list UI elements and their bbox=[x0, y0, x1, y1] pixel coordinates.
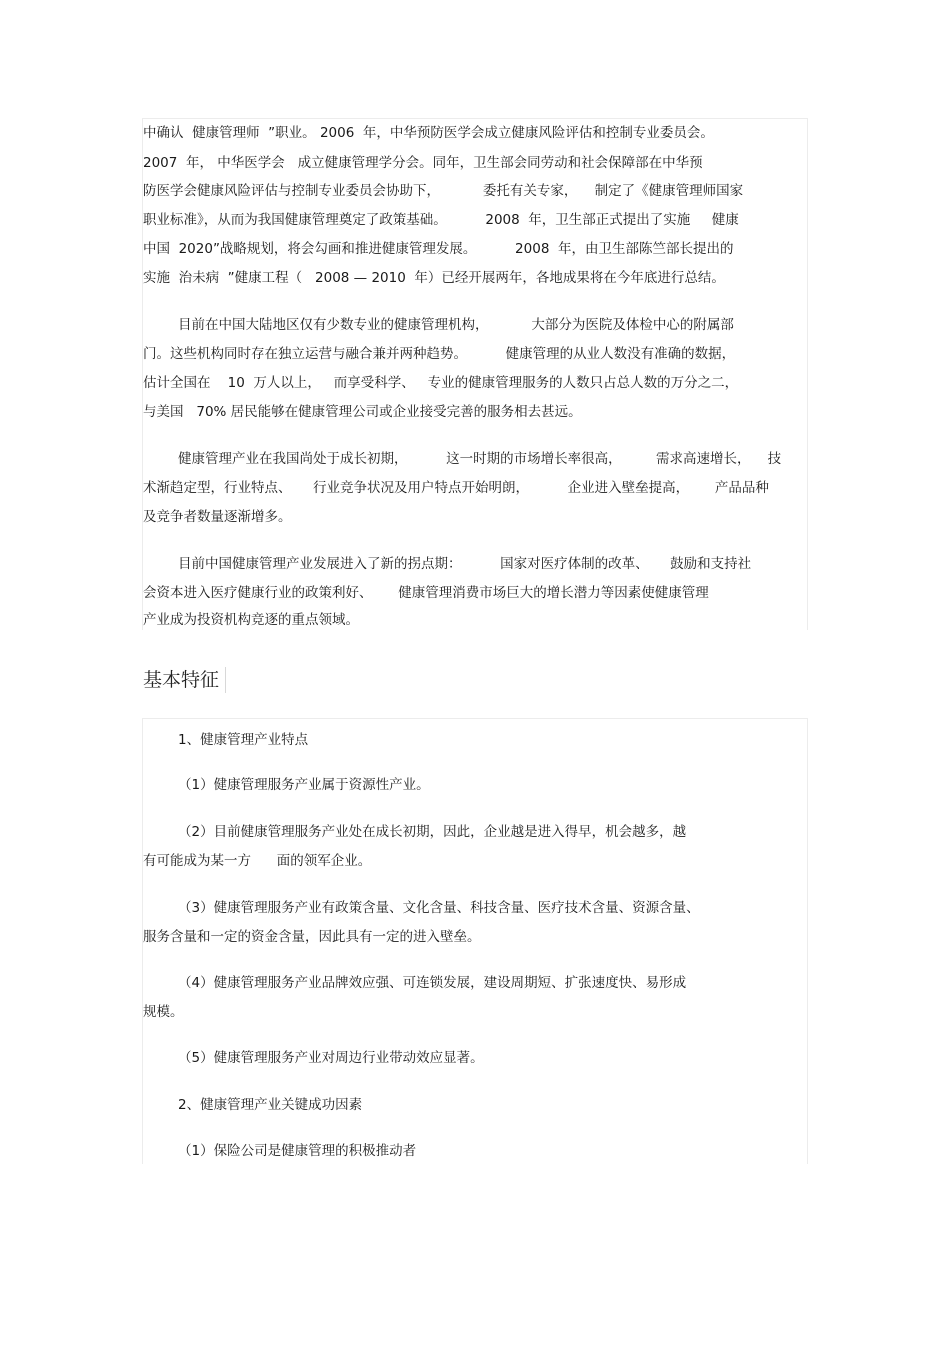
paragraph-line: 中国 2020”战略规划，将会勾画和推进健康管理发展。 2008 年，由卫生部陈竺部长提出的 bbox=[143, 241, 734, 257]
section-heading: 基本特征 bbox=[143, 667, 226, 693]
paragraph-line: 会资本进入医疗健康行业的政策利好、 健康管理消费市场巨大的增长潜力等因素使健康管理 bbox=[143, 585, 709, 601]
paragraph-line: 健康管理产业在我国尚处于成长初期， 这一时期的市场增长率很高， 需求高速增长， 技 bbox=[178, 451, 782, 467]
list-item-continuation: 有可能成为某一方 面的领军企业。 bbox=[143, 853, 372, 869]
paragraph-line: 产业成为投资机构竞逐的重点领域。 bbox=[143, 612, 359, 628]
paragraph-line: 中确认 健康管理师 ”职业。 2006 年，中华预防医学会成立健康风险评估和控制专业委员会。 bbox=[143, 125, 714, 141]
paragraph-line: 估计全国在 10 万人以上， 而享受科学、 专业的健康管理服务的人数只占总人数的万分之二， bbox=[143, 375, 739, 391]
paragraph-line: 及竞争者数量逐渐增多。 bbox=[143, 509, 292, 525]
subheading: 2、健康管理产业关键成功因素 bbox=[178, 1097, 363, 1113]
paragraph-line: 职业标准》，从而为我国健康管理奠定了政策基础。 2008 年，卫生部正式提出了实施 健康 bbox=[143, 212, 739, 228]
paragraph-line: 实施 治未病 ”健康工程（ 2008 — 2010 年）已经开展两年，各地成果将在今年底进行总结。 bbox=[143, 270, 725, 286]
list-item: （3）健康管理服务产业有政策含量、文化含量、科技含量、医疗技术含量、资源含量、 bbox=[178, 900, 700, 916]
paragraph-line: 目前在中国大陆地区仅有少数专业的健康管理机构， 大部分为医院及体检中心的附属部 bbox=[178, 317, 734, 333]
paragraph-line: 门。这些机构同时存在独立运营与融合兼并两种趋势。 健康管理的从业人数没有准确的数据， bbox=[143, 346, 736, 362]
subheading: 1、健康管理产业特点 bbox=[178, 732, 309, 748]
paragraph-line: 2007 年， 中华医学会 成立健康管理学分会。同年，卫生部会同劳动和社会保障部在中华预 bbox=[143, 155, 703, 171]
list-item: （1）健康管理服务产业属于资源性产业。 bbox=[178, 777, 430, 793]
paragraph-line: 与美国 70% 居民能够在健康管理公司或企业接受完善的服务相去甚远。 bbox=[143, 404, 582, 420]
paragraph-line: 目前中国健康管理产业发展进入了新的拐点期： 国家对医疗体制的改革、 鼓励和支持社 bbox=[178, 556, 752, 572]
paragraph-line: 防医学会健康风险评估与控制专业委员会协助下， 委托有关专家， 制定了《健康管理师国家 bbox=[143, 183, 744, 199]
list-item: （4）健康管理服务产业品牌效应强、可连锁发展，建设周期短、扩张速度快、易形成 bbox=[178, 975, 687, 991]
list-item-continuation: 服务含量和一定的资金含量，因此具有一定的进入壁垒。 bbox=[143, 929, 481, 945]
list-item: （2）目前健康管理服务产业处在成长初期，因此，企业越是进入得早，机会越多，越 bbox=[178, 824, 687, 840]
list-item: （1）保险公司是健康管理的积极推动者 bbox=[178, 1143, 417, 1159]
list-item-continuation: 规模。 bbox=[143, 1004, 184, 1020]
paragraph-line: 术渐趋定型，行业特点、 行业竞争状况及用户特点开始明朗， 企业进入壁垒提高， 产品品种 bbox=[143, 480, 769, 496]
list-item: （5）健康管理服务产业对周边行业带动效应显著。 bbox=[178, 1050, 484, 1066]
